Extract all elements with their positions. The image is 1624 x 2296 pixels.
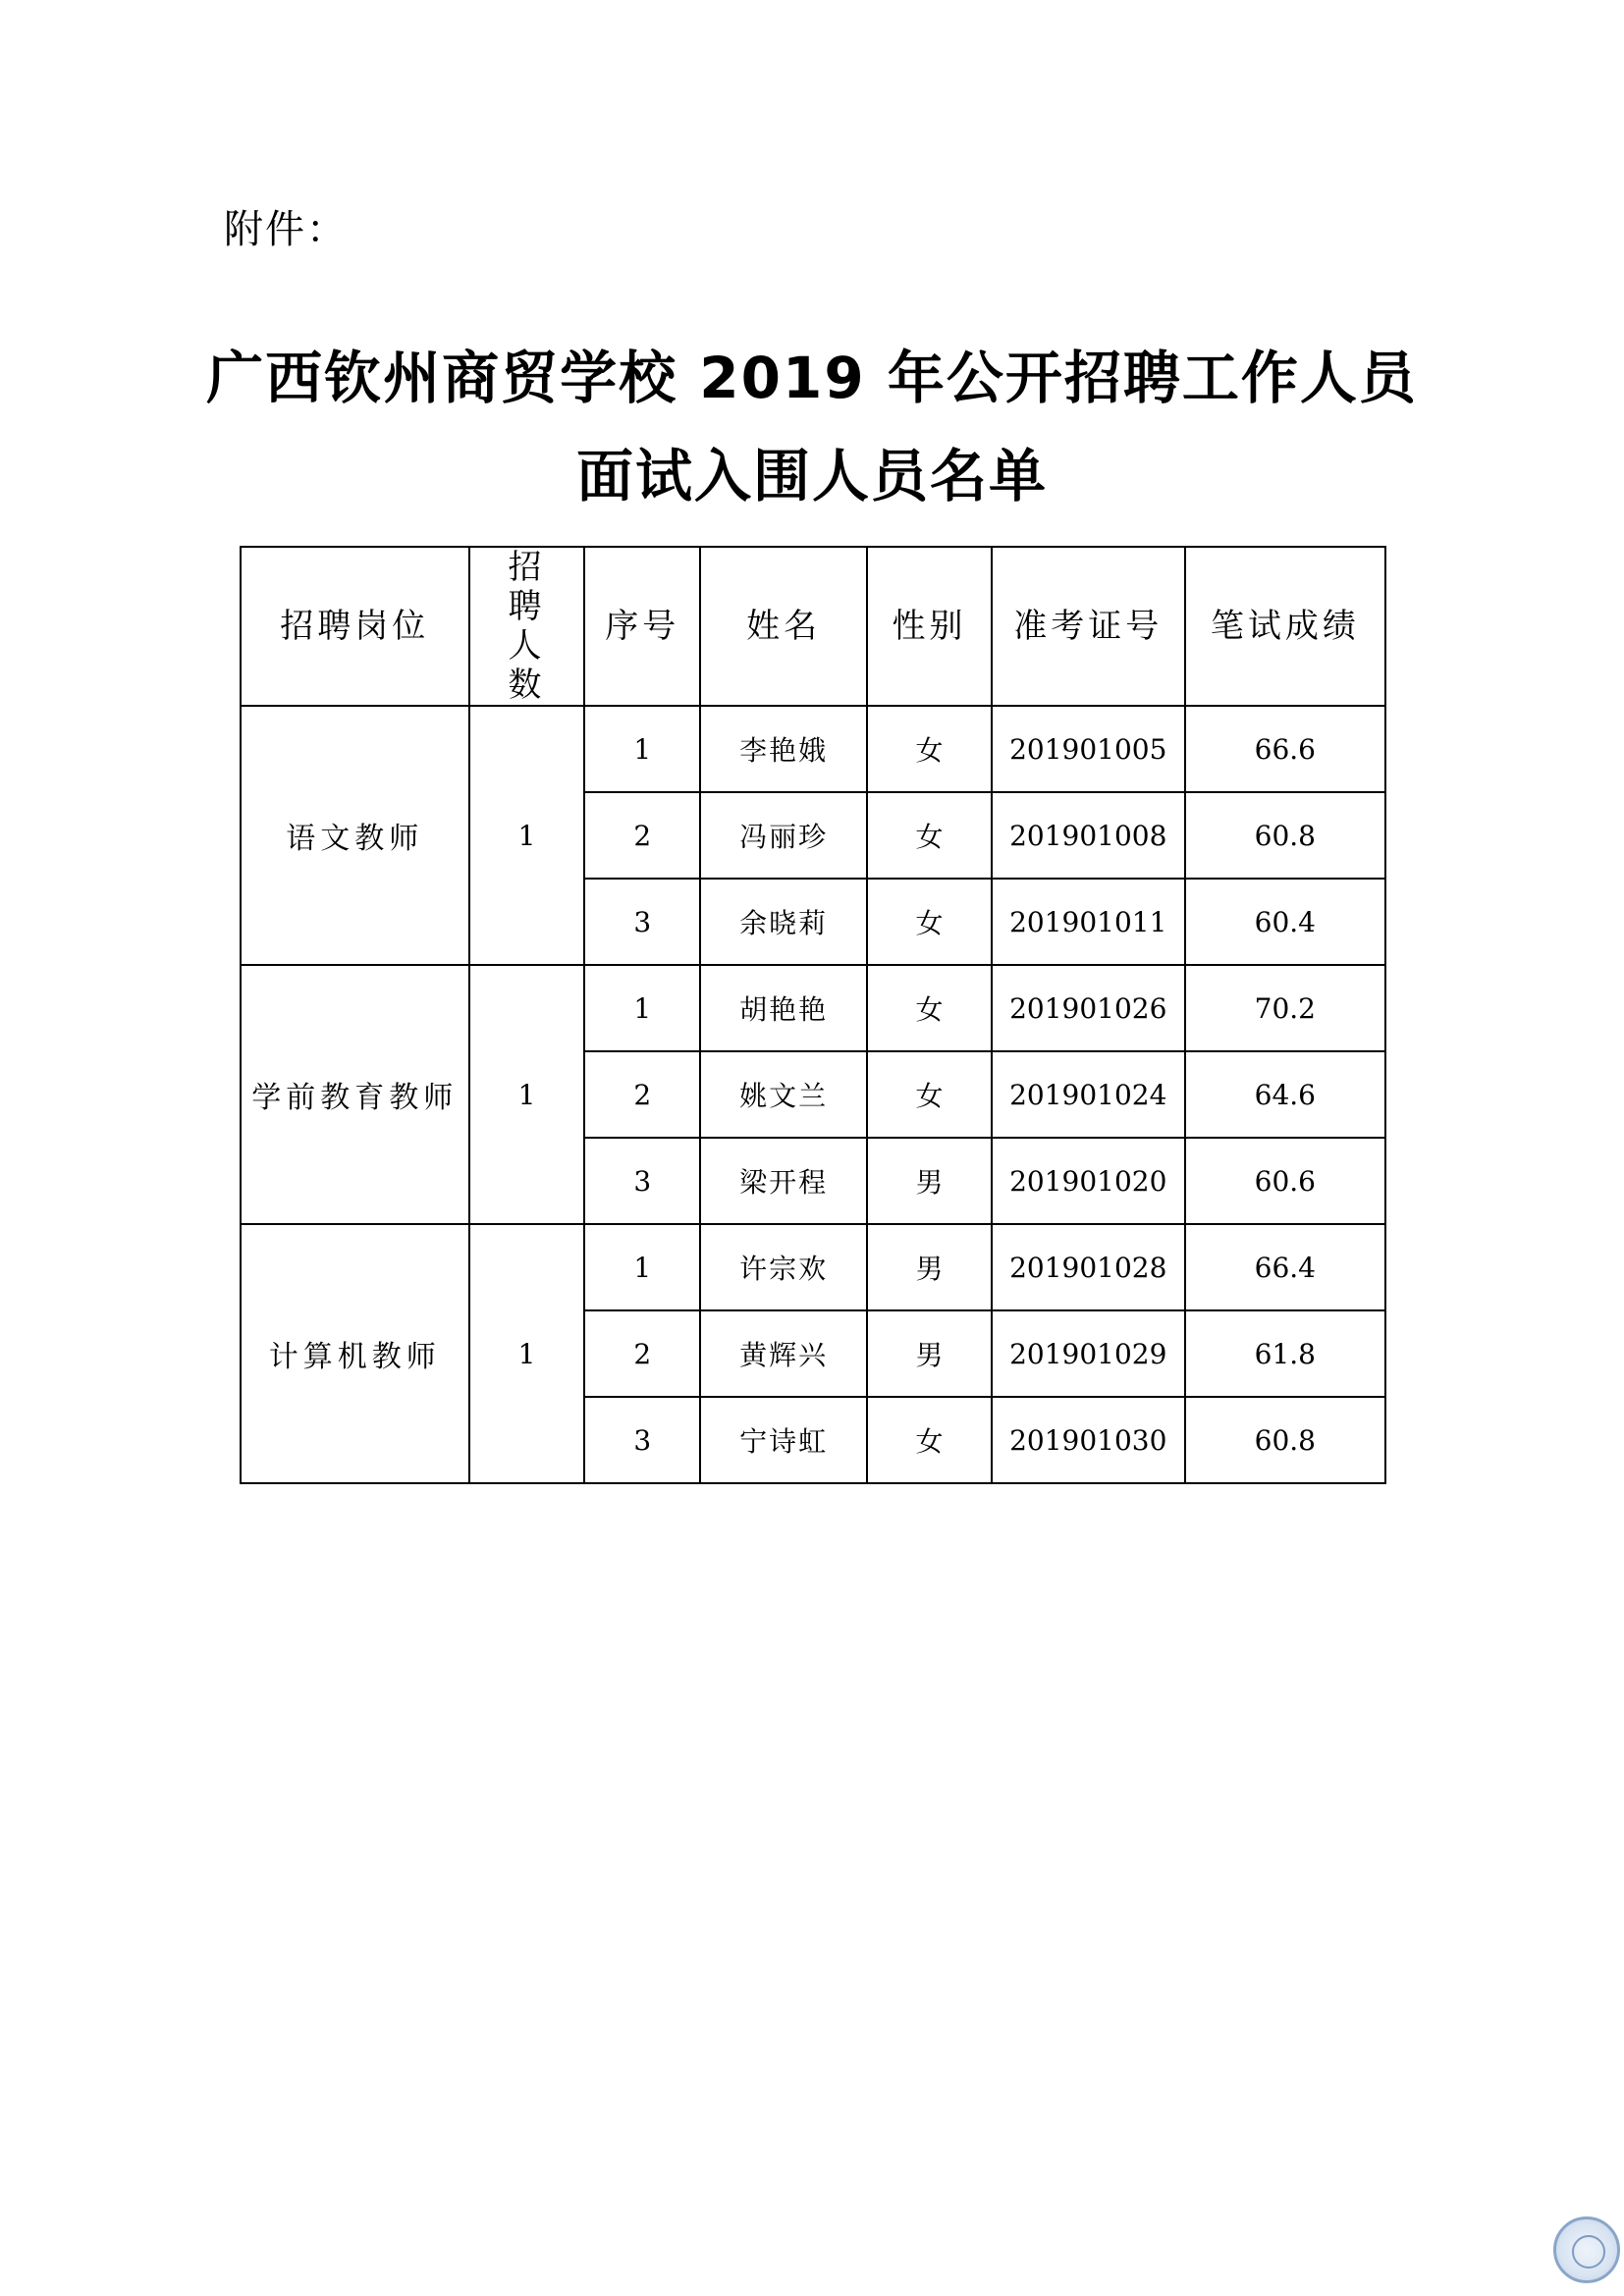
name-cell: 宁诗虹 bbox=[700, 1397, 867, 1483]
exam-id-cell: 201901024 bbox=[992, 1051, 1185, 1138]
score-cell: 61.8 bbox=[1185, 1310, 1385, 1397]
name-cell: 冯丽珍 bbox=[700, 792, 867, 879]
position-cell: 语文教师 bbox=[241, 706, 469, 965]
gender-cell: 女 bbox=[867, 706, 992, 792]
exam-id-cell: 201901026 bbox=[992, 965, 1185, 1051]
header-position: 招聘岗位 bbox=[241, 547, 469, 706]
seq-cell: 3 bbox=[584, 879, 700, 965]
interview-candidates-table bbox=[240, 546, 1386, 1484]
seq-cell: 1 bbox=[584, 965, 700, 1051]
gender-cell: 男 bbox=[867, 1224, 992, 1310]
seq-cell: 1 bbox=[584, 1224, 700, 1310]
position-cell: 计算机教师 bbox=[241, 1224, 469, 1483]
name-cell: 李艳娥 bbox=[700, 706, 867, 792]
seq-cell: 2 bbox=[584, 1310, 700, 1397]
exam-id-cell: 201901008 bbox=[992, 792, 1185, 879]
name-cell: 许宗欢 bbox=[700, 1224, 867, 1310]
name-cell: 胡艳艳 bbox=[700, 965, 867, 1051]
exam-id-cell: 201901005 bbox=[992, 706, 1185, 792]
header-written-score: 笔试成绩 bbox=[1185, 547, 1385, 706]
score-cell: 60.8 bbox=[1185, 1397, 1385, 1483]
score-cell: 60.6 bbox=[1185, 1138, 1385, 1224]
attachment-label: 附件： bbox=[224, 207, 348, 252]
seq-cell: 1 bbox=[584, 706, 700, 792]
seq-cell: 3 bbox=[584, 1397, 700, 1483]
watermark-seal-icon bbox=[1553, 2216, 1620, 2283]
exam-id-cell: 201901028 bbox=[992, 1224, 1185, 1310]
document-title-line-2: 面试入围人员名单 bbox=[575, 443, 1048, 509]
seal-inner-ring bbox=[1572, 2235, 1605, 2269]
hire-count-cell: 1 bbox=[469, 965, 585, 1224]
exam-id-cell: 201901029 bbox=[992, 1310, 1185, 1397]
score-cell: 70.2 bbox=[1185, 965, 1385, 1051]
gender-cell: 女 bbox=[867, 1397, 992, 1483]
table-row bbox=[241, 706, 1385, 792]
exam-id-cell: 201901011 bbox=[992, 879, 1185, 965]
gender-cell: 女 bbox=[867, 1051, 992, 1138]
document-title-line-1: 广西钦州商贸学校 2019 年公开招聘工作人员 bbox=[206, 345, 1418, 411]
exam-id-cell: 201901030 bbox=[992, 1397, 1185, 1483]
name-cell: 黄辉兴 bbox=[700, 1310, 867, 1397]
seq-cell: 3 bbox=[584, 1138, 700, 1224]
position-cell: 学前教育教师 bbox=[241, 965, 469, 1224]
seq-cell: 2 bbox=[584, 1051, 700, 1138]
score-cell: 64.6 bbox=[1185, 1051, 1385, 1138]
score-cell: 66.4 bbox=[1185, 1224, 1385, 1310]
header-hire-count: 招聘人数 bbox=[469, 547, 585, 706]
name-cell: 余晓莉 bbox=[700, 879, 867, 965]
table-row bbox=[241, 965, 1385, 1051]
header-name: 姓名 bbox=[700, 547, 867, 706]
header-seq: 序号 bbox=[584, 547, 700, 706]
gender-cell: 男 bbox=[867, 1310, 992, 1397]
name-cell: 梁开程 bbox=[700, 1138, 867, 1224]
score-cell: 66.6 bbox=[1185, 706, 1385, 792]
header-gender: 性别 bbox=[867, 547, 992, 706]
name-cell: 姚文兰 bbox=[700, 1051, 867, 1138]
table-header-row bbox=[241, 547, 1385, 706]
gender-cell: 女 bbox=[867, 965, 992, 1051]
gender-cell: 男 bbox=[867, 1138, 992, 1224]
score-cell: 60.4 bbox=[1185, 879, 1385, 965]
score-cell: 60.8 bbox=[1185, 792, 1385, 879]
gender-cell: 女 bbox=[867, 879, 992, 965]
seq-cell: 2 bbox=[584, 792, 700, 879]
table-row bbox=[241, 1224, 1385, 1310]
hire-count-cell: 1 bbox=[469, 1224, 585, 1483]
gender-cell: 女 bbox=[867, 792, 992, 879]
exam-id-cell: 201901020 bbox=[992, 1138, 1185, 1224]
header-exam-id: 准考证号 bbox=[992, 547, 1185, 706]
hire-count-cell: 1 bbox=[469, 706, 585, 965]
